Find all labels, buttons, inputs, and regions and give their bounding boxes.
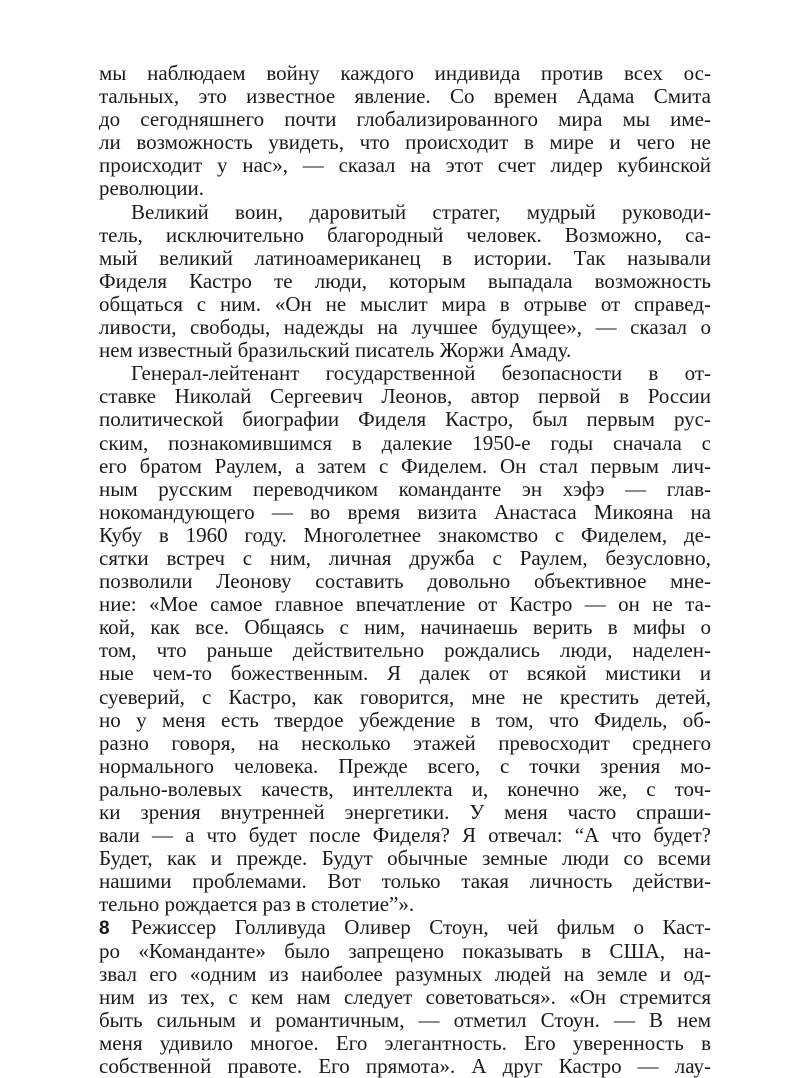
page-number: 8 xyxy=(99,918,110,939)
text-line: ским, познакомившимся в далекие 1950-е годы сначала с xyxy=(99,430,711,455)
text-line: ные чем-то божественным. Я далек от всякой мистики и xyxy=(99,661,711,686)
text-line: ним из тех, с кем нам следует советоваться». «Он стремится xyxy=(99,984,711,1009)
text-line: собственной правоте. Его прямота». А друг Кастро — лау- xyxy=(99,1054,711,1078)
page-body xyxy=(99,62,711,1078)
text-line: мы наблюдаем войну каждого индивида против всех ос- xyxy=(99,61,711,85)
text-line: нормального человека. Прежде всего, с точки зрения мо- xyxy=(99,753,711,778)
text-line: происходит у нас», — сказал на этот счет лидер кубинской xyxy=(99,153,711,178)
text-line: нем известный бразильский писатель Жоржи Амаду. xyxy=(99,338,572,363)
text-line: рально-волевых качеств, интеллекта и, конечно же, с точ- xyxy=(99,776,711,801)
text-line: революции. xyxy=(99,176,204,201)
text-line: тальных, это известное явление. Со времен Адама Смита xyxy=(99,84,711,109)
text-line: сятки встреч с ним, личная дружба с Раулем, безусловно, xyxy=(99,545,711,570)
text-line: тельно рождается раз в столетие”». xyxy=(99,892,415,917)
text-line: ли возможность увидеть, что происходит в мире и чего не xyxy=(99,130,711,155)
text-line: ливости, свободы, надежды на лучшее будущее», — сказал о xyxy=(99,315,711,340)
text-line: ки зрения внутренней энергетики. У меня часто спраши- xyxy=(99,800,711,824)
text-line: тель, исключительно благородный человек. Возможно, са- xyxy=(99,222,711,247)
text-line: ро «Команданте» было запрещено показывать в США, на- xyxy=(99,938,711,963)
text-line: звал его «одним из наиболее разумных людей на земле и од- xyxy=(99,961,711,986)
text-line: том, что раньше действительно рождались люди, наделен- xyxy=(99,638,711,663)
text-line: суеверий, с Кастро, как говорится, мне не крестить детей, xyxy=(99,684,711,709)
text-line: ние: «Мое самое главное впечатление от Кастро — он не та- xyxy=(99,592,711,617)
text-line: ставке Николай Сергеевич Леонов, автор первой в России xyxy=(99,384,711,409)
text-line: но у меня есть твердое убеждение в том, что Фидель, об- xyxy=(99,707,711,732)
text-line: ным русским переводчиком команданте эн хэфэ — глав- xyxy=(99,476,711,501)
text-line: мый великий латиноамериканец в истории. Так называли xyxy=(99,245,711,270)
text-line: Кубу в 1960 году. Многолетнее знакомство с Фиделем, де- xyxy=(99,522,711,547)
text-line: Великий воин, даровитый стратег, мудрый руководи- xyxy=(131,199,711,224)
text-line: Фиделя Кастро те люди, которым выпадала возможность xyxy=(99,268,711,293)
text-line: вали — а что будет после Фиделя? Я отвечал: “А что будет? xyxy=(99,823,711,848)
text-line: до сегодняшнего почти глобализированного мира мы име- xyxy=(99,107,711,132)
text-line: нокомандующего — во время визита Анастаса Микояна на xyxy=(99,499,711,524)
text-line: кой, как все. Общаясь с ним, начинаешь верить в мифы о xyxy=(99,615,711,640)
text-line: Генерал-лейтенант государственной безопасности в от- xyxy=(131,361,711,386)
text-line: позволили Леонову составить довольно объективное мне- xyxy=(99,569,711,594)
text-line: меня удивило многое. Его элегантность. Его уверенность в xyxy=(99,1030,711,1055)
text-line: нашими проблемами. Вот только такая личность действи- xyxy=(99,869,711,894)
text-line: его братом Раулем, а затем с Фиделем. Он стал первым лич- xyxy=(99,453,711,478)
text-line: разно говоря, на несколько этажей превосходит среднего xyxy=(99,730,711,755)
text-line: Режиссер Голливуда Оливер Стоун, чей фильм о Каст- xyxy=(131,915,711,940)
text-line: Будет, как и прежде. Будут обычные земные люди со всеми xyxy=(99,846,711,871)
text-line: быть сильным и романтичным, — отметил Стоун. — В нем xyxy=(99,1007,711,1032)
text-line: общаться с ним. «Он не мыслит мира в отрыве от справед- xyxy=(99,291,711,316)
text-line: политической биографии Фиделя Кастро, был первым рус- xyxy=(99,407,711,432)
